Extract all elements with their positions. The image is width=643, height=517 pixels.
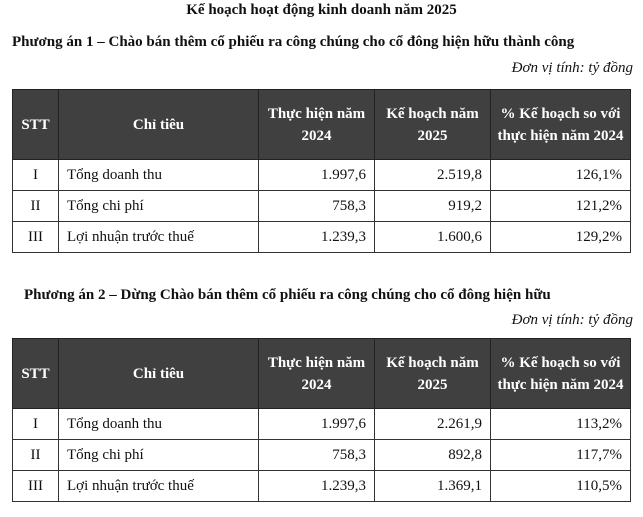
header-pct: % Kế hoạch so với thực hiện năm 2024 xyxy=(491,339,631,409)
plan-1-heading: Phương án 1 – Chào bán thêm cổ phiếu ra công chúng cho cổ đông hiện hữu thành công xyxy=(12,34,575,50)
cell-actual-2024: 1.239,3 xyxy=(259,222,375,253)
cell-pct: 121,2% xyxy=(491,191,631,222)
cell-indicator: Tổng doanh thu xyxy=(59,160,259,191)
cell-pct: 117,7% xyxy=(491,440,631,471)
document-title: Kế hoạch hoạt động kinh doanh năm 2025 xyxy=(186,2,457,18)
cell-plan-2025: 919,2 xyxy=(375,191,491,222)
header-plan-2025: Kế hoạch năm 2025 xyxy=(375,339,491,409)
cell-pct: 113,2% xyxy=(491,409,631,440)
plan-2-table xyxy=(12,338,631,502)
table-row xyxy=(13,440,631,471)
cell-actual-2024: 1.997,6 xyxy=(259,409,375,440)
cell-stt: II xyxy=(13,191,59,222)
cell-actual-2024: 758,3 xyxy=(259,440,375,471)
header-actual-2024: Thực hiện năm 2024 xyxy=(259,339,375,409)
header-indicator: Chỉ tiêu xyxy=(59,339,259,409)
plan-1-table xyxy=(12,89,631,253)
cell-stt: I xyxy=(13,409,59,440)
cell-plan-2025: 1.600,6 xyxy=(375,222,491,253)
cell-plan-2025: 892,8 xyxy=(375,440,491,471)
cell-plan-2025: 2.519,8 xyxy=(375,160,491,191)
cell-stt: II xyxy=(13,440,59,471)
cell-indicator: Tổng doanh thu xyxy=(59,409,259,440)
cell-indicator: Lợi nhuận trước thuế xyxy=(59,471,259,502)
cell-stt: I xyxy=(13,160,59,191)
header-stt: STT xyxy=(13,90,59,160)
header-plan-2025: Kế hoạch năm 2025 xyxy=(375,90,491,160)
cell-indicator: Lợi nhuận trước thuế xyxy=(59,222,259,253)
cell-pct: 129,2% xyxy=(491,222,631,253)
table-row xyxy=(13,222,631,253)
cell-plan-2025: 1.369,1 xyxy=(375,471,491,502)
table-row xyxy=(13,191,631,222)
plan-2-unit-note: Đơn vị tính: tỷ đồng xyxy=(511,312,633,328)
plan-1-unit-note: Đơn vị tính: tỷ đồng xyxy=(511,60,633,76)
cell-pct: 126,1% xyxy=(491,160,631,191)
table-row xyxy=(13,409,631,440)
cell-actual-2024: 1.997,6 xyxy=(259,160,375,191)
cell-stt: III xyxy=(13,471,59,502)
cell-actual-2024: 758,3 xyxy=(259,191,375,222)
cell-plan-2025: 2.261,9 xyxy=(375,409,491,440)
header-indicator: Chỉ tiêu xyxy=(59,90,259,160)
cell-indicator: Tổng chi phí xyxy=(59,191,259,222)
cell-actual-2024: 1.239,3 xyxy=(259,471,375,502)
cell-indicator: Tổng chi phí xyxy=(59,440,259,471)
header-pct: % Kế hoạch so với thực hiện năm 2024 xyxy=(491,90,631,160)
table-row xyxy=(13,160,631,191)
table-row xyxy=(13,471,631,502)
header-stt: STT xyxy=(13,339,59,409)
cell-pct: 110,5% xyxy=(491,471,631,502)
cell-stt: III xyxy=(13,222,59,253)
plan-2-heading: Phương án 2 – Dừng Chào bán thêm cổ phiếu ra công chúng cho cổ đông hiện hữu xyxy=(24,287,551,303)
header-actual-2024: Thực hiện năm 2024 xyxy=(259,90,375,160)
